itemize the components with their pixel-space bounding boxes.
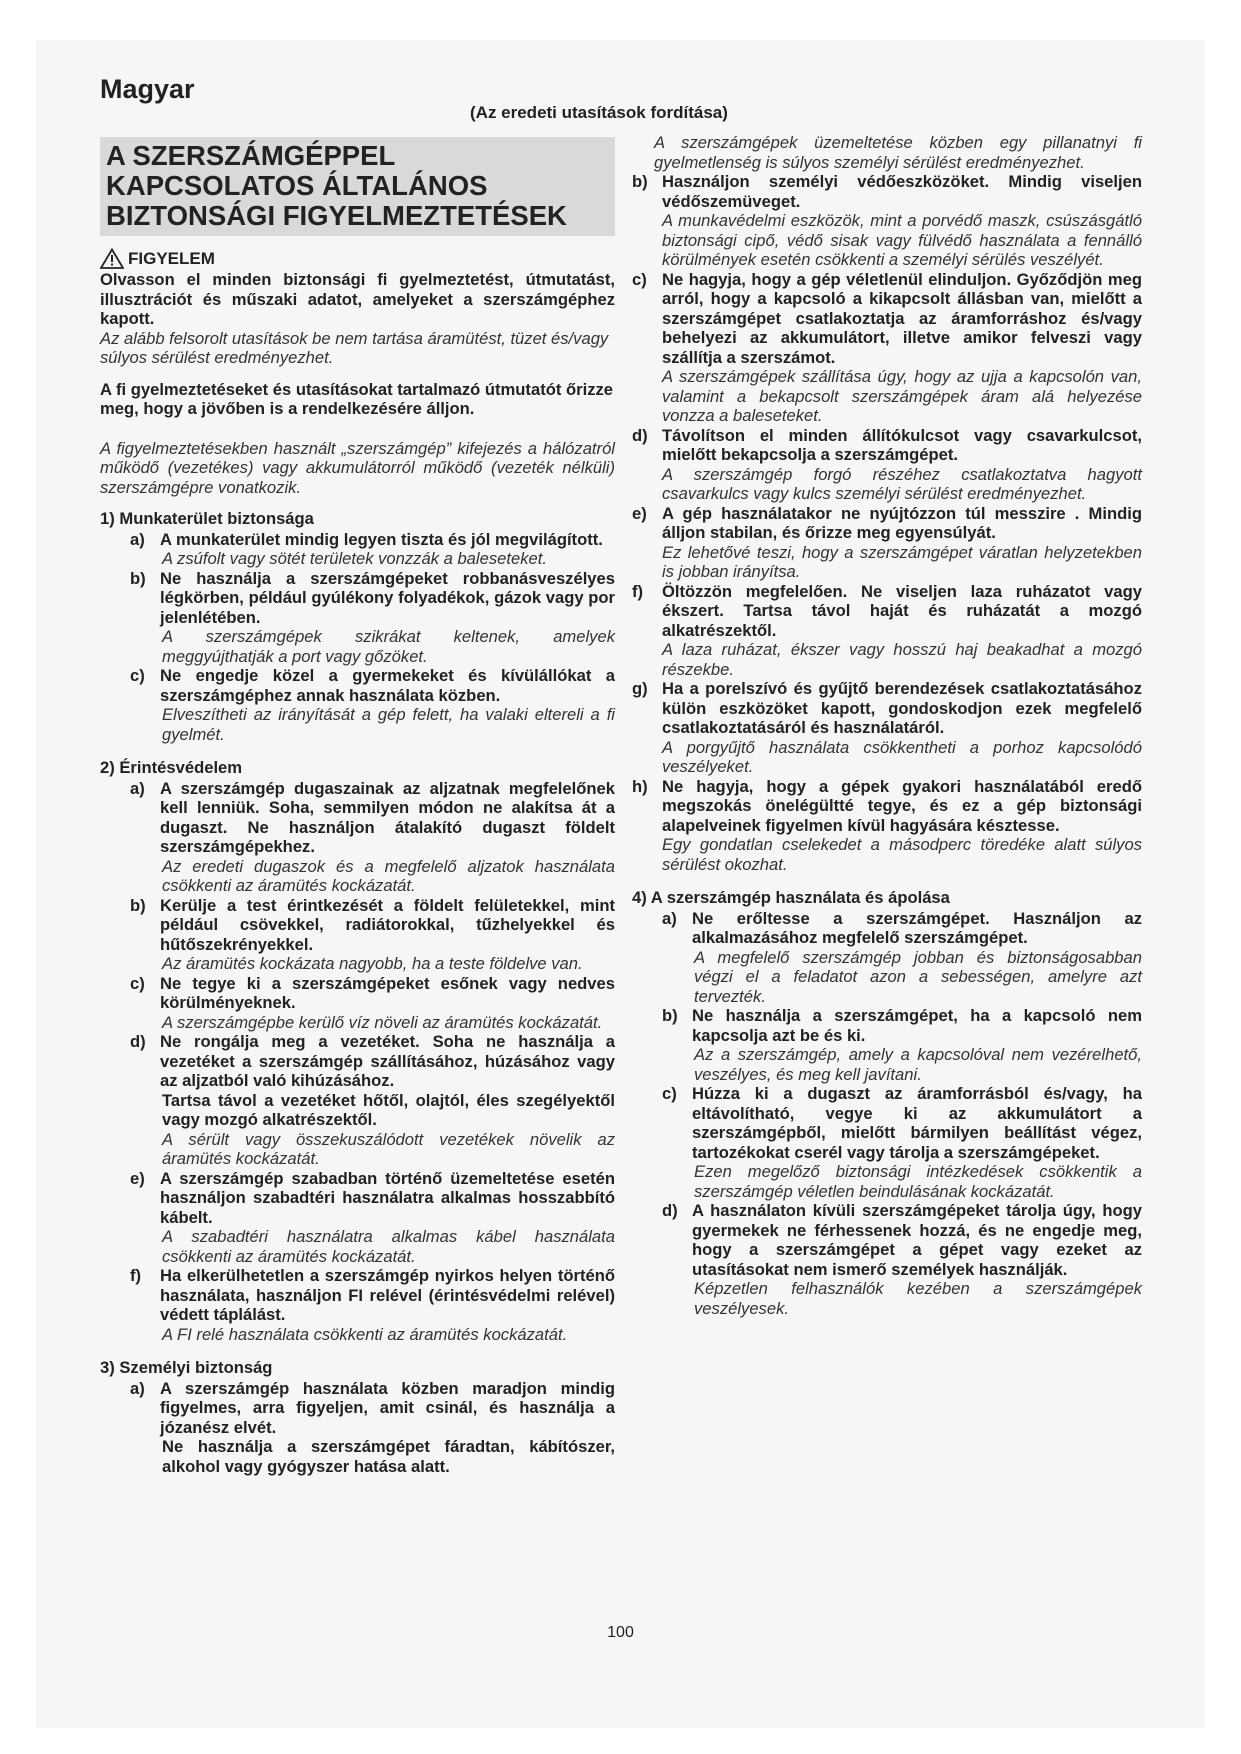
list-item-note: Elveszítheti az irányítását a gép felett, ha valaki eltereli a fi gyelmét.: [162, 705, 615, 744]
list-item-note: A sérült vagy összekuszálódott vezetékek növelik az áramütés kockázatát.: [162, 1129, 615, 1168]
list-item-label: c): [130, 666, 145, 685]
list-item: [130, 666, 615, 705]
list-item-text: Öltözzön megfelelően. Ne viseljen laza ruházatot vagy ékszert. Tartsa távol haját és ruházatát a mozgó alkatrészektől.: [662, 581, 1142, 640]
list-item-text: Ne hagyja, hogy a gépek gyakori használatából eredő megszokás önelégültté tegye, és ez a gép biztonsági alapelveinek figyelmen kívül hagyására késztesse.: [662, 776, 1142, 835]
list-item-label: d): [662, 1201, 678, 1220]
list-item-label: g): [632, 679, 648, 698]
section-banner: A SZERSZÁMGÉPPEL KAPCSOLATOS ÁLTALÁNOS BIZTONSÁGI FIGYELMEZTETÉSEK: [100, 137, 615, 236]
list-item-note: Képzetlen felhasználók kezében a szerszámgépek veszélyesek.: [694, 1279, 1142, 1318]
list-item: [632, 582, 1142, 641]
list-item-label: f): [632, 581, 644, 601]
list-item-note: Az eredeti dugaszok és a megfelelő aljzatok használata csökkenti az áramütés kockázatát.: [162, 856, 615, 895]
list-item-label: d): [130, 1032, 146, 1051]
list-item-extra: Tartsa távol a vezetéket hőtől, olajtól, éles szegélyektől vagy mozgó alkatrészektől.: [162, 1090, 615, 1129]
list-item-note: A laza ruházat, ékszer vagy hosszú haj beakadhat a mozgó részekbe.: [662, 640, 1142, 679]
list-item-text: Használjon személyi védőeszközöket. Mindig viseljen védőszemüveget.: [662, 172, 1142, 211]
list-item: [632, 270, 1142, 368]
list-item-label: a): [130, 529, 145, 549]
warning-label: FIGYELEM: [128, 248, 215, 268]
warning-heading: [100, 248, 615, 269]
list-item-note: Ez lehetővé teszi, hogy a szerszámgépet váratlan helyzetekben is jobban irányítsa.: [662, 542, 1142, 581]
list-item-text: Ne engedje közel a gyermekeket és kívülállókat a szerszámgéphez annak használata közben.: [160, 666, 615, 705]
warning-bold-text: Olvasson el minden biztonsági fi gyelmeztetést, útmutatást, illusztrációt és műszaki adatot, amelyeket a szerszámgéphez kapott.: [100, 270, 615, 328]
list-item-note: Egy gondatlan cselekedet a másodperc töredéke alatt súlyos sérülést okozhat.: [662, 835, 1142, 874]
list-item-text: Ne tegye ki a szerszámgépeket esőnek vagy nedves körülményeknek.: [160, 973, 615, 1012]
list-item-note: A zsúfolt vagy sötét területek vonzzák a baleseteket.: [162, 549, 547, 568]
list-item-note: A FI relé használata csökkenti az áramütés kockázatát.: [162, 1324, 568, 1344]
list-item-note: A porgyűjtő használata csökkentheti a porhoz kapcsolódó veszélyeket.: [662, 737, 1142, 776]
list-item: [130, 779, 615, 857]
section-1-heading: 1) Munkaterület biztonsága: [100, 509, 314, 528]
list-item-label: a): [130, 1378, 145, 1398]
list-item: [662, 909, 1142, 948]
list-item-text: Ne erőltesse a szerszámgépet. Használjon az alkalmazásához megfelelő szerszámgépet.: [692, 908, 1142, 947]
list-item: [130, 974, 615, 1013]
list-item: [130, 1032, 615, 1091]
translation-subtitle: (Az eredeti utasítások fordítása): [470, 103, 728, 122]
left-column: [100, 133, 615, 1476]
list-item-note: A szabadtéri használatra alkalmas kábel használata csökkenti az áramütés kockázatát.: [162, 1227, 615, 1266]
list-item-text: A használaton kívüli szerszámgépeket tárolja úgy, hogy gyermekek ne férhessenek hozzá, és ne engedje meg, hogy a szerszámgépet a gépet vagy ezeket az utasításokat nem ismerő személyek használják.: [692, 1201, 1142, 1279]
list-item-text: A gép használatakor ne nyújtózzon túl messzire . Mindig álljon stabilan, és őrizze meg egyensúlyát.: [662, 503, 1142, 542]
right-column: [632, 133, 1142, 1318]
list-item-note: Ezen megelőző biztonsági intézkedések csökkentik a szerszámgép véletlen beindulásának kockázatát.: [694, 1162, 1142, 1201]
section-2-heading: 2) Érintésvédelem: [100, 758, 243, 777]
section-3-heading: 3) Személyi biztonság: [100, 1358, 273, 1377]
list-item: [130, 1266, 615, 1325]
list-item-label: c): [130, 973, 145, 993]
list-item: [130, 530, 615, 550]
list-item-text: Kerülje a test érintkezését a földelt felületekkel, mint például csövekkel, radiátorokkal, tűzhelyekkel és hűtőszekrényekkel.: [160, 895, 615, 954]
list-item-text: A szerszámgép dugaszainak az aljzatnak megfelelőnek kell lenniük. Soha, semmilyen módon ne alakítsa át a dugaszt. Ne használjon átalakító dugaszt földelt szerszámgépekhez.: [160, 778, 615, 856]
list-item: [632, 679, 1142, 738]
list-item: [632, 504, 1142, 543]
language-heading: Magyar: [100, 74, 195, 104]
list-item-label: f): [130, 1266, 142, 1285]
list-item-label: b): [632, 172, 648, 191]
list-item-note: A megfelelő szerszámgép jobban és biztonságosabban végzi el a feladatot azon a sebességen, amelyre azt tervezték.: [694, 947, 1142, 1006]
list-item-label: e): [632, 503, 647, 523]
list-item-text: Ne rongálja meg a vezetéket. Soha ne használja a vezetéket a szerszámgép szállításához, húzásához vagy az aljzatból való kihúzásához.: [160, 1032, 615, 1090]
keep-instructions-text: A fi gyelmeztetéseket és utasításokat tartalmazó útmutatót őrizze meg, hogy a jövőben is a rendelkezésére álljon.: [100, 379, 614, 418]
list-item-note: A munkavédelmi eszközök, mint a porvédő maszk, csúszásgátló biztonsági cipő, védő sisak vagy fülvédő használata a fennálló körülmények esetén csökkenti a személyi sérülés veszélyét.: [662, 211, 1142, 269]
list-item-note: A szerszámgépek üzemeltetése közben egy pillanatnyi fi gyelmetlenség is súlyos személyi sérülést eredményezhet.: [654, 133, 1142, 172]
list-item-note: A szerszámgép forgó részéhez csatlakoztatva hagyott csavarkulcs vagy kulcs személyi sérülést eredményezhet.: [662, 464, 1142, 503]
list-item-text: Ne hagyja, hogy a gép véletlenül elinduljon. Győződjön meg arról, hogy a kapcsoló a kikapcsolt állásban van, mielőtt a szerszámgépet csatlakoztatja az áramforráshoz és/vagy behelyezi az akkumulátort, illetve amikor felveszi vagy szállítja a szerszámot.: [662, 269, 1142, 367]
list-item: [632, 777, 1142, 836]
list-item-label: b): [130, 895, 146, 915]
term-definition-text: A figyelmeztetésekben használt „szerszámgép” kifejezés a hálózatról működő (vezetékes) vagy akkumulátorról működő (vezeték nélküli) szerszámgépre vonatkozik.: [100, 438, 615, 497]
list-item: [632, 426, 1142, 465]
list-item-note: A szerszámgépbe kerülő víz növeli az áramütés kockázatát.: [162, 1012, 603, 1032]
list-item: [662, 1006, 1142, 1045]
list-item-label: b): [130, 568, 146, 588]
list-item-label: a): [130, 778, 145, 798]
list-item-text: Ne használja a szerszámgépeket robbanásveszélyes légkörben, például gyúlékony folyadékok, gázok vagy por jelenlétében.: [160, 568, 615, 627]
list-item: [662, 1084, 1142, 1162]
page-number: 100: [607, 1624, 634, 1641]
list-item-text: A munkaterület mindig legyen tiszta és jól megvilágított.: [160, 529, 603, 549]
list-item: [130, 896, 615, 955]
list-item-note: A szerszámgépek szikrákat keltenek, amelyek meggyújthatják a port vagy gőzöket.: [162, 627, 615, 666]
list-item: [662, 1201, 1142, 1279]
list-item: [130, 1169, 615, 1228]
list-item-text: Távolítson el minden állítókulcsot vagy csavarkulcsot, mielőtt bekapcsolja a szerszámgépet.: [662, 425, 1142, 464]
list-item-label: a): [662, 908, 677, 928]
list-item-text: Húzza ki a dugaszt az áramforrásból és/vagy, ha eltávolítható, vegye ki az akkumulátort a szerszámgépből, mielőtt bármilyen beállítást végez, tartozékokat cserél vagy tárolja a szerszámgépeket.: [692, 1084, 1142, 1162]
list-item-note: Az áramütés kockázata nagyobb, ha a teste földelve van.: [162, 954, 583, 973]
list-item-label: b): [662, 1006, 678, 1025]
list-item-label: c): [632, 269, 647, 289]
list-item-label: c): [662, 1084, 677, 1103]
list-item-label: h): [632, 776, 648, 796]
list-item: [130, 569, 615, 628]
section-4-heading: 4) A szerszámgép használata és ápolása: [632, 888, 950, 907]
list-item: [130, 1379, 615, 1438]
list-item-label: d): [632, 425, 648, 445]
list-item-extra: Ne használja a szerszámgépet fáradtan, kábítószer, alkohol vagy gyógyszer hatása alatt.: [162, 1437, 615, 1476]
list-item-note: A szerszámgépek szállítása úgy, hogy az ujja a kapcsolón van, valamint a bekapcsolt szerszámgépek áram alá helyezése vonzza a baleseteket.: [662, 367, 1142, 425]
warning-italic-text: Az alább felsorolt utasítások be nem tartása áramütést, tüzet és/vagy súlyos sérülést eredményezhet.: [100, 328, 609, 367]
warning-triangle-icon: [100, 248, 124, 269]
list-item: [632, 172, 1142, 211]
list-item-text: Ha a porelszívó és gyűjtő berendezések csatlakoztatásához külön eszközöket kapott, gondoskodjon ezek megfelelő csatlakoztatásáról és használatáról.: [662, 679, 1142, 737]
list-item-label: e): [130, 1168, 145, 1188]
list-item-text: Ne használja a szerszámgépet, ha a kapcsoló nem kapcsolja azt be és ki.: [692, 1006, 1142, 1045]
list-item-text: A szerszámgép használata közben maradjon mindig figyelmes, arra figyeljen, amit csinál, és használja a józanész elvét.: [160, 1378, 615, 1437]
list-item-text: A szerszámgép szabadban történő üzemeltetése esetén használjon szabadtéri használatra alkalmas hosszabbító kábelt.: [160, 1168, 615, 1227]
list-item-text: Ha elkerülhetetlen a szerszámgép nyirkos helyen történő használata, használjon FI relével (érintésvédelmi relével) védett táplálást.: [160, 1266, 615, 1324]
list-item-note: Az a szerszámgép, amely a kapcsolóval nem vezérelhető, veszélyes, és meg kell javítani.: [694, 1045, 1142, 1084]
